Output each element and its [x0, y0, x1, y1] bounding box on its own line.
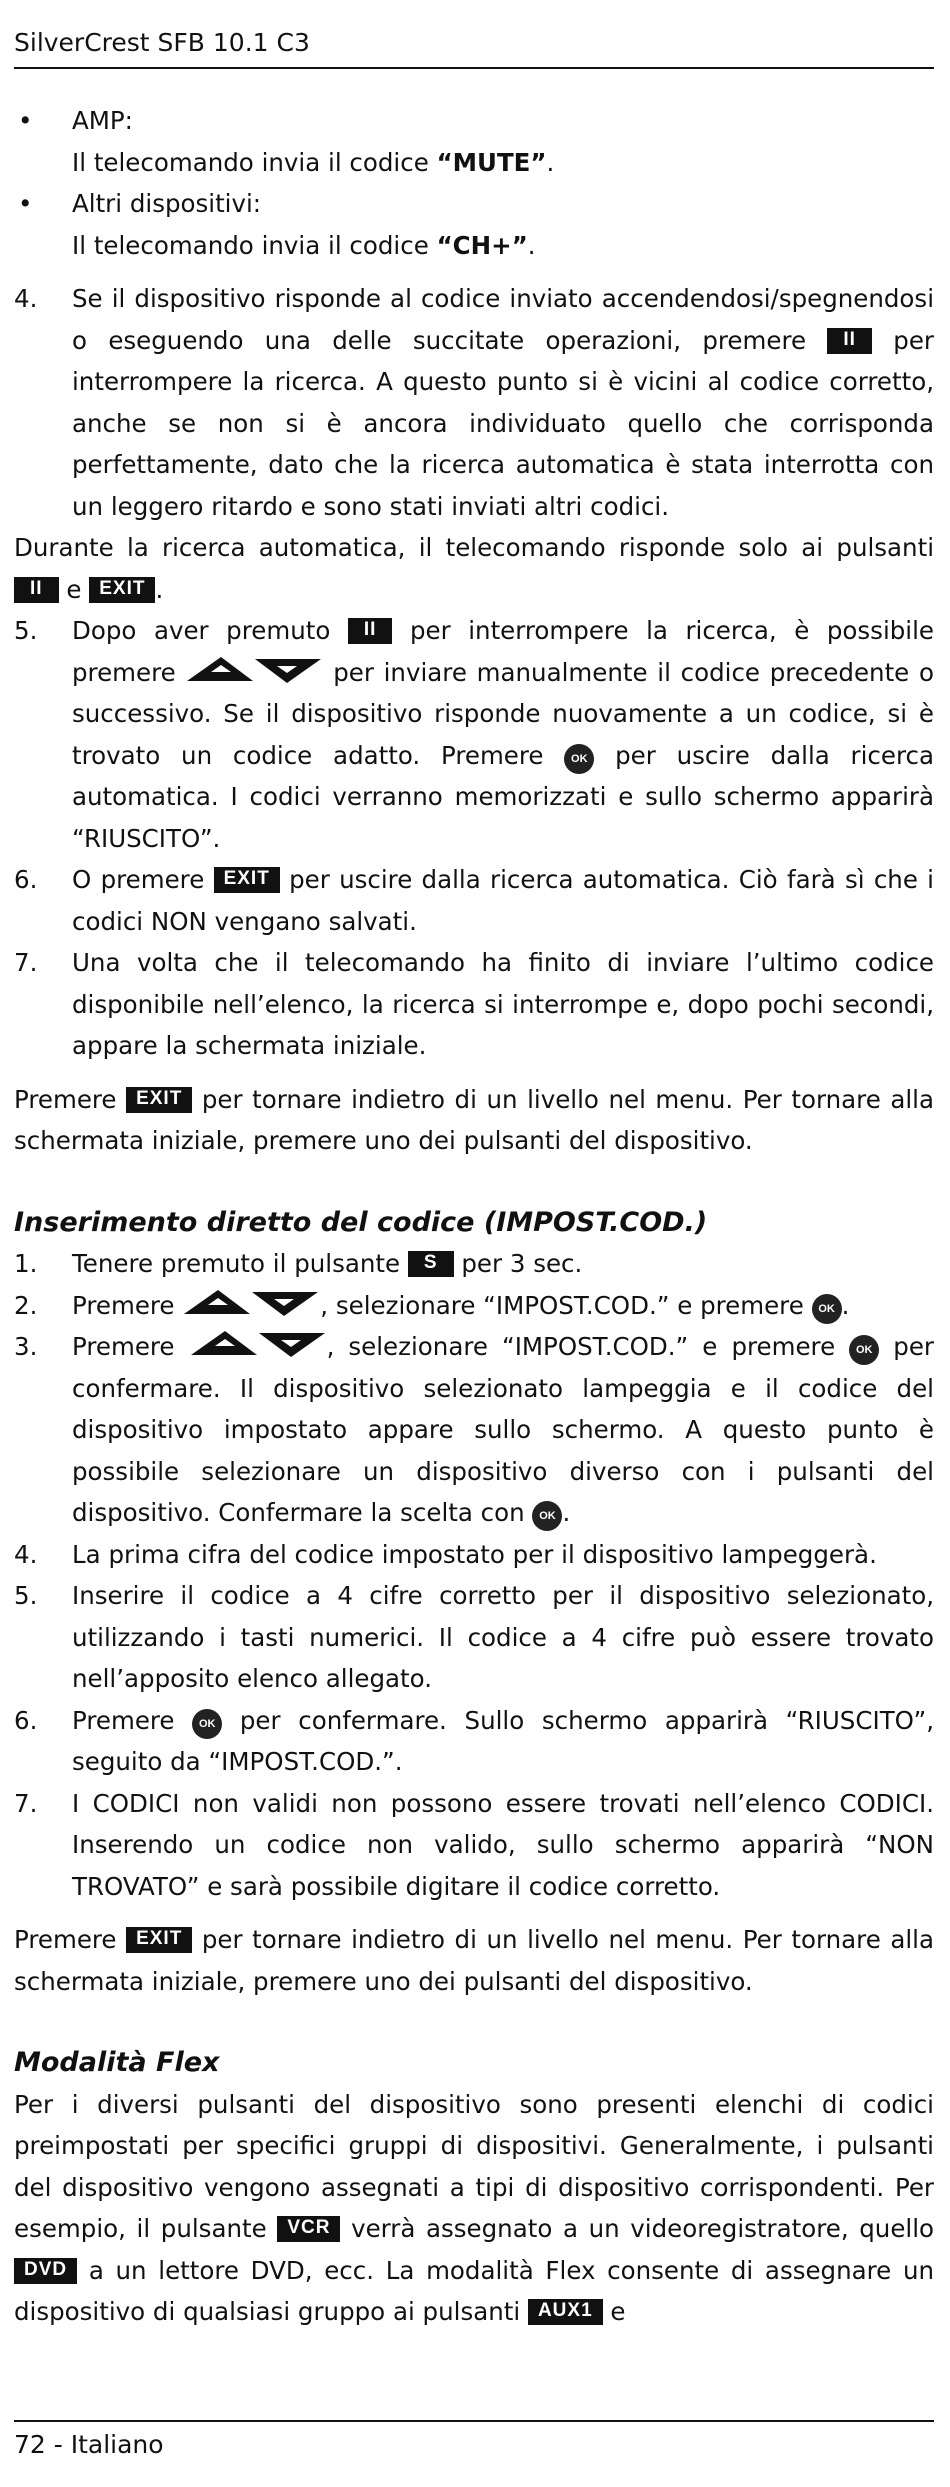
- bullet-text-end: .: [546, 147, 555, 177]
- step-text: per interrompere la ricerca. A questo punto si è vicini al codice corretto, anche se non si è ancora individuato quello che corrisponda perfettamente, dato che la ricerca automatica è stata interrotta con un leggero ritardo e sono stati inviati altri codici.: [72, 325, 934, 521]
- bullet-text-end: .: [527, 230, 536, 260]
- step-text: Se il dispositivo risponde al codice inviato accendendosi/spegnendosi o eseguendo una delle succitate operazioni, premere: [72, 284, 934, 355]
- up-down-arrows-icon: [185, 655, 323, 685]
- step-text: per uscire dalla ricerca automatica. Ciò farà sì che i codici NON vengano salvati.: [72, 865, 934, 936]
- step-text: per 3 sec.: [453, 1249, 583, 1278]
- vcr-key-icon: VCR: [277, 2216, 340, 2242]
- page-header: [14, 28, 934, 69]
- step-number: 4.: [14, 284, 38, 313]
- step-text: Inserire il codice a 4 cifre corretto per il dispositivo selezionato, utilizzando i tasti numerici. Il codice a 4 cifre può essere trovato nell’apposito elenco allegato.: [72, 1581, 934, 1693]
- direct-step-4: [14, 1534, 934, 1576]
- back-note-direct: [14, 1919, 934, 2002]
- note-text: .: [155, 574, 164, 604]
- step-text: Una volta che il telecomando ha finito di inviare l’ultimo codice disponibile nell’elenco, la ricerca si interrompe e, dopo pochi secondi, appare la schermata iniziale.: [72, 948, 934, 1060]
- section-heading-direct-code: Inserimento diretto del codice (IMPOST.COD.): [14, 1206, 708, 1238]
- up-down-arrows-icon: [182, 1288, 320, 1318]
- ok-key-icon: OK: [192, 1709, 222, 1739]
- step-7: [14, 942, 934, 1067]
- pause-key-icon: II: [348, 618, 393, 644]
- note-text: e: [58, 574, 90, 604]
- paragraph-text: verrà assegnato a un videoregistratore, quello: [340, 2214, 935, 2243]
- during-note: [14, 527, 934, 610]
- up-down-arrows-icon: [189, 1329, 327, 1359]
- page-footer: [14, 2420, 934, 2459]
- ok-key-icon: OK: [564, 744, 594, 774]
- back-note: [14, 1079, 934, 1162]
- step-number: 2.: [14, 1290, 38, 1320]
- ok-key-icon: OK: [532, 1501, 562, 1531]
- note-text: Premere: [14, 1925, 127, 1954]
- exit-key-icon: EXIT: [89, 577, 155, 603]
- paragraph-text: a un lettore DVD, ecc. La modalità Flex consente di assegnare un dispositivo di qualsiasi gruppo ai pulsanti: [14, 2255, 934, 2326]
- step-text: , selezionare “IMPOST.COD.” e premere: [326, 1332, 850, 1361]
- note-text: per tornare indietro di un livello nel menu. Per tornare alla schermata iniziale, premere uno dei pulsanti del dispositivo.: [14, 1925, 934, 1996]
- paragraph-text: e: [602, 2297, 626, 2326]
- step-text: , selezionare “IMPOST.COD.” e premere: [320, 1290, 812, 1320]
- bullet-item-other: [14, 183, 934, 266]
- step-text: per interrompere la ricerca, è possibile premere: [72, 616, 934, 687]
- step-text: .: [562, 1498, 571, 1527]
- step-text: Dopo aver premuto: [72, 616, 348, 645]
- exit-key-icon: EXIT: [214, 867, 280, 893]
- pause-key-icon: II: [14, 577, 59, 603]
- step-text: Premere: [72, 1332, 189, 1361]
- code-mute: “MUTE”: [436, 147, 547, 177]
- bullet-dot: •: [18, 189, 33, 218]
- page-number-label: 72 - Italiano: [14, 2430, 164, 2459]
- flex-paragraph: [14, 2084, 934, 2333]
- bullet-item-amp: [14, 100, 934, 183]
- direct-step-3: [14, 1326, 934, 1534]
- step-text: Premere: [72, 1290, 183, 1320]
- step-text: per confermare. Il dispositivo selezionato lampeggia e il codice del dispositivo impostato appare sullo schermo. A questo punto è possibile selezionare un dispositivo diverso con i pulsanti del dispositivo. Confermare la scelta con: [72, 1332, 934, 1527]
- direct-step-7: [14, 1783, 934, 1908]
- step-number: 1.: [14, 1249, 38, 1278]
- step-6: [14, 859, 934, 942]
- step-number: 7.: [14, 948, 38, 977]
- bullet-dot: •: [18, 106, 33, 135]
- note-text: per tornare indietro di un livello nel menu. Per tornare alla schermata iniziale, premere uno dei pulsanti del dispositivo.: [14, 1084, 934, 1155]
- step-4: [14, 278, 934, 527]
- step-text: per uscire dalla ricerca automatica. I codici verranno memorizzati e sullo schermo apparirà “RIUSCITO”.: [72, 740, 934, 853]
- section-heading-flex: Modalità Flex: [14, 2047, 220, 2078]
- step-number: 6.: [14, 865, 38, 894]
- step-text: per confermare. Sullo schermo apparirà “RIUSCITO”, seguito da “IMPOST.COD.”.: [72, 1705, 934, 1776]
- step-number: 6.: [14, 1705, 38, 1735]
- paragraph-text: Per i diversi pulsanti del dispositivo sono presenti elenchi di codici preimpostati per specifici gruppi di dispositivi. Generalmente, i pulsanti del dispositivo vengono assegnati a tipi di dispositivo corrispondenti. Per esempio, il pulsante: [14, 2089, 934, 2243]
- step-number: 3.: [14, 1332, 38, 1361]
- direct-step-1: [14, 1243, 934, 1285]
- exit-key-icon: EXIT: [126, 1927, 192, 1953]
- code-ch-plus: “CH+”: [436, 230, 528, 260]
- step-text: La prima cifra del codice impostato per il dispositivo lampeggerà.: [72, 1539, 877, 1569]
- direct-step-2: [14, 1285, 934, 1327]
- header-title: SilverCrest SFB 10.1 C3: [14, 28, 310, 57]
- document-body: [14, 100, 934, 2333]
- step-number: 7.: [14, 1788, 38, 1818]
- step-text: per inviare manualmente il codice precedente o successivo. Se il dispositivo risponde nuovamente a un codice, si è trovato un codice adatto. Premere: [72, 657, 934, 770]
- bullet-label: Altri dispositivi:: [72, 189, 262, 218]
- step-number: 5.: [14, 616, 38, 645]
- pause-key-icon: II: [827, 328, 872, 354]
- note-text: Premere: [14, 1084, 127, 1114]
- step-number: 5.: [14, 1581, 38, 1610]
- ok-key-icon: OK: [812, 1294, 842, 1324]
- bullet-text: Il telecomando invia il codice: [72, 147, 437, 177]
- exit-key-icon: EXIT: [126, 1087, 192, 1113]
- step-number: 4.: [14, 1539, 38, 1569]
- dvd-key-icon: DVD: [14, 2258, 77, 2284]
- direct-step-6: [14, 1700, 934, 1783]
- bullet-label: AMP:: [72, 106, 133, 135]
- aux1-key-icon: AUX1: [528, 2299, 603, 2325]
- bullet-text: Il telecomando invia il codice: [72, 230, 437, 260]
- step-text: .: [841, 1290, 850, 1320]
- direct-step-5: [14, 1575, 934, 1700]
- step-5: [14, 610, 934, 859]
- step-text: Tenere premuto il pulsante: [72, 1249, 408, 1278]
- s-key-icon: S: [408, 1251, 454, 1277]
- step-text: Premere: [72, 1705, 193, 1735]
- step-text: I CODICI non validi non possono essere trovati nell’elenco CODICI. Inserendo un codice non valido, sullo schermo apparirà “NON TROVATO” e sarà possibile digitare il codice corretto.: [72, 1788, 934, 1901]
- ok-key-icon: OK: [849, 1335, 879, 1365]
- note-text: Durante la ricerca automatica, il telecomando risponde solo ai pulsanti: [14, 533, 934, 562]
- step-text: O premere: [72, 865, 214, 894]
